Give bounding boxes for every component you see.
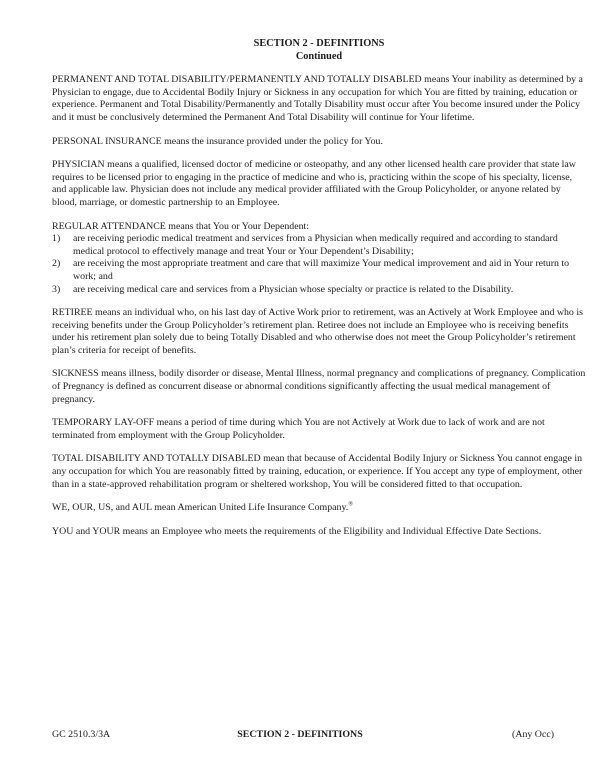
regular-attendance-list: [52, 233, 586, 296]
definition-regular-attendance-intro: REGULAR ATTENDANCE means that You or Your Dependent:: [52, 220, 310, 232]
list-item: [52, 284, 586, 297]
page-title: SECTION 2 - DEFINITIONS: [253, 38, 385, 49]
definition-retiree: RETIREE means an individual who, on his last day of Active Work prior to retirement, was an Actively at Work Employee and who is receiving benefits under the Group Policyholder’s retirement plan. Retiree does not include an Employee who is receiving benefits under his retirement plan solely due to being Totally Disabled and who otherwise does not meet the Group Policyholder’s retirement plan’s criteria for receipt of benefits.: [52, 307, 583, 356]
list-item-marker: 2): [52, 258, 61, 270]
list-item: [52, 233, 586, 258]
definition-you-your: YOU and YOUR means an Employee who meets the requirements of the Eligibility and Individual Effective Date Sections.: [52, 525, 542, 537]
definition-permanent-total-disability: PERMANENT AND TOTAL DISABILITY/PERMANENTLY AND TOTALLY DISABLED means Your inability as determined by a Physician to engage, due to Accidental Bodily Injury or Sickness in any occupation for which You are fitted by training, education or experience. Permanent and Total Disability/Permanently and Totally Disability must occur after You become insured under the Policy and it must be conclusively determined the Permanent And Total Disability will continue for Your lifetime.: [52, 74, 583, 123]
page-footer: [0, 729, 600, 743]
footer-doc-code: GC 2510.3/3A: [52, 729, 111, 740]
footer-section-title: SECTION 2 - DEFINITIONS: [237, 729, 363, 740]
definition-total-disability: TOTAL DISABILITY AND TOTALLY DISABLED mean that because of Accidental Bodily Injury or Sickness You cannot engage in any occupation for which You are reasonably fitted by training, education, or experience. If You accept any type of employment, other than in a state-approved rehabilitation program or sheltered workshop, You will be considered fitted to that occupation.: [52, 453, 583, 490]
list-item: [52, 258, 586, 283]
list-item-text: are receiving the most appropriate treatment and care that will maximize Your medical improvement and aid in Your return to work; and: [73, 258, 570, 282]
definition-personal-insurance: PERSONAL INSURANCE means the insurance provided under the policy for You.: [52, 135, 383, 147]
definition-temporary-layoff: TEMPORARY LAY-OFF means a period of time during which You are not Actively at Work due to lack of work and are not terminated from employment with the Group Policyholder.: [52, 417, 545, 441]
list-item-text: are receiving medical care and services from a Physician whose specialty or practice is related to the Disability.: [73, 283, 514, 295]
definition-sickness: SICKNESS means illness, bodily disorder or disease, Mental Illness, normal pregnancy and complications of pregnancy. Complication of Pregnancy is defined as concurrent disease or abnormal conditions significantly affecting the usual medical management of pregnancy.: [52, 368, 586, 405]
footer-occ-class: (Any Occ): [512, 729, 554, 740]
document-content: [52, 38, 586, 538]
list-item-marker: 3): [52, 283, 61, 295]
definition-physician: PHYSICIAN means a qualified, licensed doctor of medicine or osteopathy, and any other licensed health care provider that state law requires to be licensed prior to engaging in the practice of medicine and who is, practicing within the scope of his specialty, license, and applicable law. Physician does not include any medical provider affiliated with the Group Policyholder, or anyone related by blood, marriage, or domestic partnership to an Employee.: [52, 159, 576, 208]
definition-we-our-us-text: WE, OUR, US, and AUL mean American United Life Insurance Company.: [52, 502, 349, 514]
definition-we-our-us-aul: [52, 502, 586, 515]
page-subtitle: Continued: [295, 50, 343, 62]
list-item-text: are receiving periodic medical treatment and services from a Physician when medically required and according to standard medical protocol to effectively manage and treat Your or Your Dependent’s Disability;: [73, 233, 558, 257]
list-item-marker: 1): [52, 233, 61, 245]
registered-trademark-symbol: ®: [348, 500, 354, 508]
